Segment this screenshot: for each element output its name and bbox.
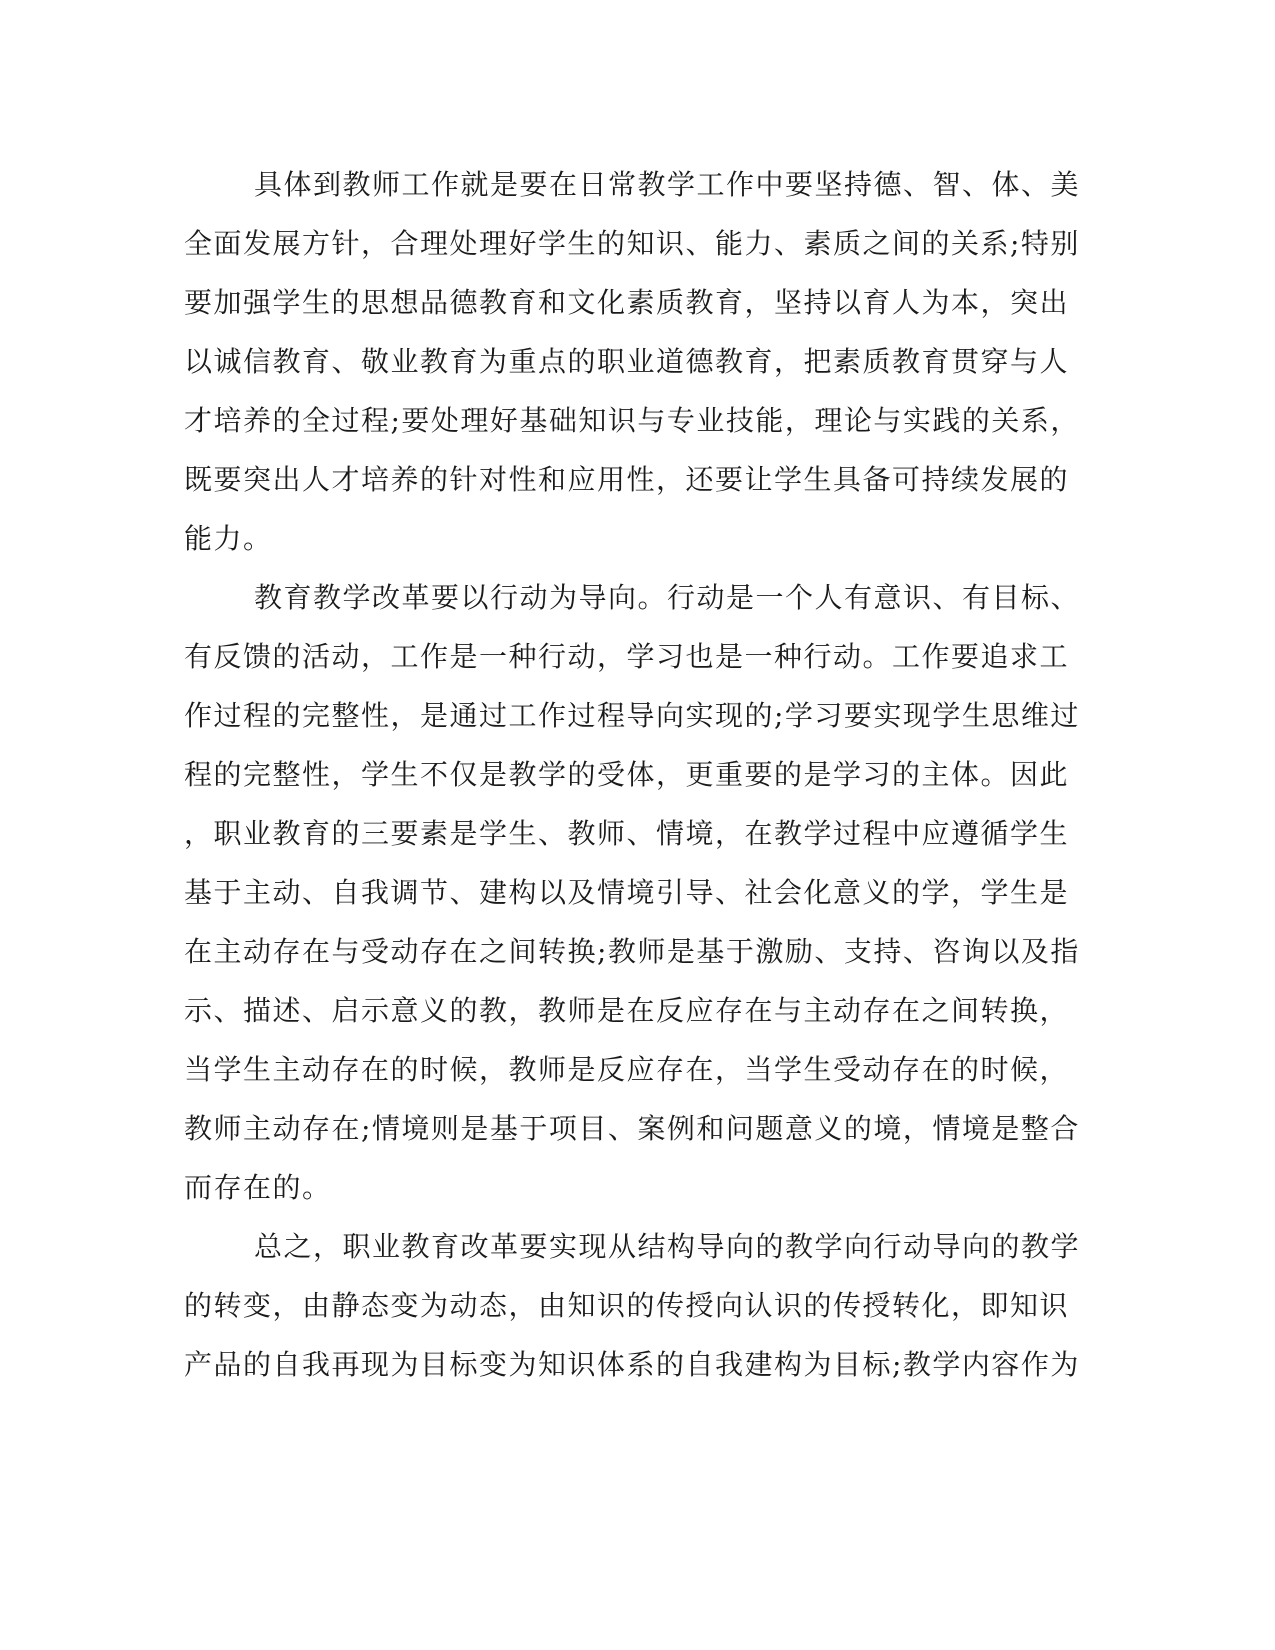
paragraph-2-line-8: 示、描述、启示意义的教，教师是在反应存在与主动存在之间转换，: [184, 994, 1070, 1027]
paragraph-2-line-11: 而存在的。: [184, 1171, 332, 1204]
paragraph-2-line-1: 教育教学改革要以行动为导向。行动是一个人有意识、有目标、: [254, 581, 1081, 614]
paragraph-3-line-2: 的转变，由静态变为动态，由知识的传授向认识的传授转化，即知识: [184, 1289, 1070, 1322]
paragraph-2-line-4: 程的完整性，学生不仅是教学的受体，更重要的是学习的主体。因此: [184, 758, 1070, 791]
paragraph-1-line-4: 以诚信教育、敬业教育为重点的职业道德教育，把素质教育贯穿与人: [184, 345, 1070, 378]
paragraph-2-line-3: 作过程的完整性，是通过工作过程导向实现的;学习要实现学生思维过: [184, 699, 1080, 732]
paragraph-1-line-2: 全面发展方针，合理处理好学生的知识、能力、素质之间的关系;特别: [184, 227, 1080, 260]
paragraph-2-line-6: 基于主动、自我调节、建构以及情境引导、社会化意义的学，学生是: [184, 876, 1070, 909]
paragraph-3-line-1: 总之，职业教育改革要实现从结构导向的教学向行动导向的教学: [254, 1230, 1081, 1263]
paragraph-2-line-7: 在主动存在与受动存在之间转换;教师是基于激励、支持、咨询以及指: [184, 935, 1080, 968]
paragraph-1-line-3: 要加强学生的思想品德教育和文化素质教育，坚持以育人为本，突出: [184, 286, 1070, 319]
paragraph-2-line-10: 教师主动存在;情境则是基于项目、案例和问题意义的境，情境是整合: [184, 1112, 1080, 1145]
paragraph-1-line-1: 具体到教师工作就是要在日常教学工作中要坚持德、智、体、美: [254, 168, 1081, 201]
paragraph-1-line-7: 能力。: [184, 522, 273, 555]
paragraph-1-line-6: 既要突出人才培养的针对性和应用性，还要让学生具备可持续发展的: [184, 463, 1070, 496]
paragraph-3-line-3: 产品的自我再现为目标变为知识体系的自我建构为目标;教学内容作为: [184, 1348, 1080, 1381]
paragraph-2-line-2: 有反馈的活动，工作是一种行动，学习也是一种行动。工作要追求工: [184, 640, 1070, 673]
paragraph-2-line-5: ，职业教育的三要素是学生、教师、情境，在教学过程中应遵循学生: [184, 817, 1070, 850]
paragraph-2-line-9: 当学生主动存在的时候，教师是反应存在，当学生受动存在的时候，: [184, 1053, 1070, 1086]
paragraph-1-line-5: 才培养的全过程;要处理好基础知识与专业技能，理论与实践的关系，: [184, 404, 1080, 437]
document-body: [184, 155, 1081, 1394]
